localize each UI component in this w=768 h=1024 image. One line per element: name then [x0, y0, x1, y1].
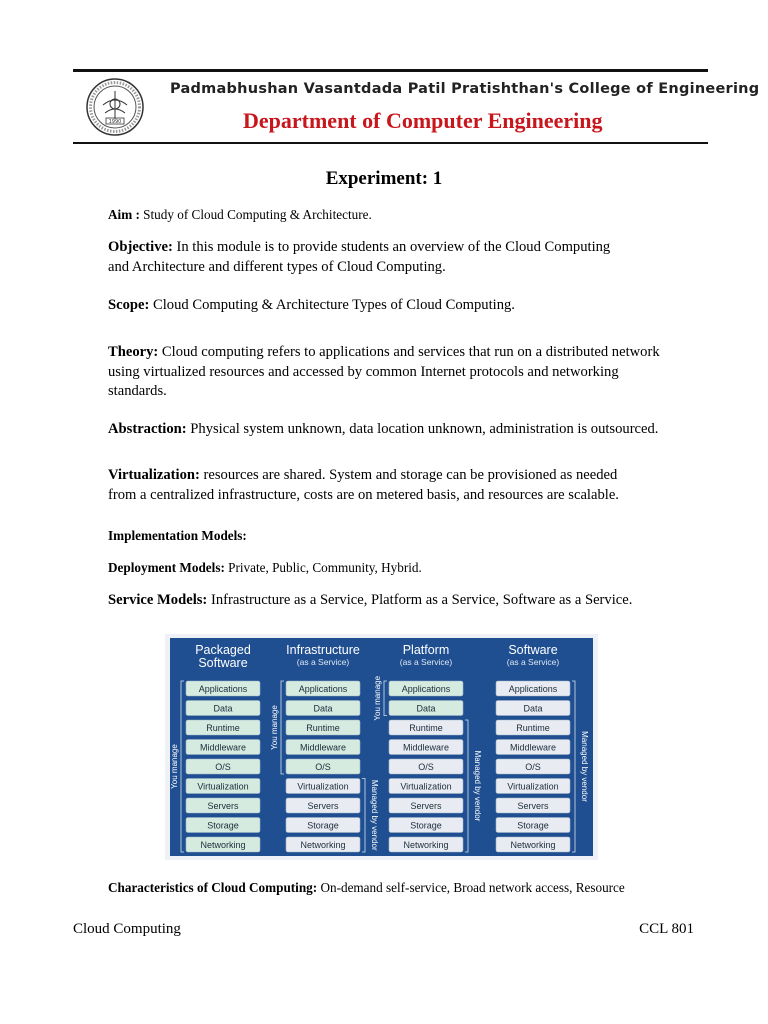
layer-label-1-4: Middleware: [199, 742, 247, 753]
objective-paragraph: [108, 238, 708, 277]
scope-paragraph: [108, 296, 708, 316]
layer-label-1-1: Applications: [198, 684, 248, 694]
layer-label-1-5: O/S: [215, 762, 231, 772]
aim-paragraph: [108, 205, 708, 225]
layer-label-3-6: Virtualization: [400, 781, 452, 792]
virtualization-line-1: resources are shared. System and storage can be provisioned as needed: [203, 467, 618, 483]
column-title-4: Software: [508, 643, 558, 657]
layer-label-3-9: Networking: [403, 840, 449, 850]
layer-label-4-9: Networking: [510, 840, 556, 850]
layer-label-2-5: O/S: [315, 762, 331, 772]
column-subtitle-4: (as a Service): [506, 657, 560, 667]
abstraction-text: Physical system unknown, data location unknown, administration is outsourced.: [190, 421, 659, 437]
column-subtitle-2: (as a Service): [296, 657, 350, 667]
layer-label-4-8: Storage: [517, 820, 549, 831]
aim-label: Aim :: [108, 207, 140, 222]
deployment-text: Private, Public, Community, Hybrid.: [228, 560, 422, 575]
virtualization-line-2: from a centralized infrastructure, costs are on metered basis, and resources are scalable.: [108, 486, 619, 503]
scope-text: Cloud Computing & Architecture Types of Cloud Computing.: [153, 297, 515, 313]
layer-label-3-3: Runtime: [409, 723, 443, 733]
layer-label-3-7: Servers: [410, 801, 442, 811]
virtualization-paragraph: [108, 466, 718, 505]
layer-label-4-6: Virtualization: [507, 781, 559, 792]
column-title-1: Packaged: [195, 643, 251, 657]
column-subtitle-3: (as a Service): [399, 657, 453, 667]
logo-year: 1990: [108, 119, 122, 125]
deployment-paragraph: [108, 558, 708, 578]
objective-line-1: In this module is to provide students an overview of the Cloud Computing: [176, 239, 611, 255]
abstraction-paragraph: [108, 420, 718, 440]
footer-course-name: Cloud Computing: [73, 921, 181, 937]
objective-line-2: and Architecture and different types of Cloud Computing.: [108, 258, 446, 275]
theory-line-1: Cloud computing refers to applications and services that run on a distributed network: [161, 344, 660, 360]
layer-label-2-9: Networking: [300, 840, 346, 850]
department-name: Department of Computer Engineering: [243, 108, 603, 133]
layer-label-3-4: Middleware: [402, 742, 450, 753]
layer-label-2-6: Virtualization: [297, 781, 349, 792]
theory-paragraph: [108, 343, 718, 402]
column-title-1-line-2: Software: [198, 656, 248, 670]
service-label: Service Models:: [108, 592, 208, 608]
objective-label: Objective:: [108, 239, 173, 255]
vendor-label-2: Managed by vendor: [370, 779, 379, 851]
you-manage-label-2: You manage: [270, 705, 279, 750]
college-name: Padmabhushan Vasantdada Patil Pratishthan's College of Engineering: [170, 81, 760, 97]
layer-label-1-3: Runtime: [206, 723, 240, 733]
layer-label-1-2: Data: [213, 703, 233, 714]
layer-label-4-4: Middleware: [509, 742, 557, 753]
layer-label-3-1: Applications: [401, 684, 451, 694]
layer-label-1-9: Networking: [200, 840, 246, 850]
theory-line-2: using virtualized resources and accessed by common Internet protocols and networking: [108, 363, 619, 380]
you-manage-label-1: You manage: [170, 744, 179, 789]
layer-label-2-1: Applications: [298, 684, 348, 694]
layer-label-1-7: Servers: [207, 801, 239, 811]
college-emblem-icon: [78, 77, 152, 137]
theory-label: Theory:: [108, 344, 159, 360]
theory-line-3: standards.: [108, 383, 167, 399]
layer-label-2-3: Runtime: [306, 723, 340, 733]
layer-label-4-7: Servers: [517, 801, 549, 811]
you-manage-label-3: You manage: [373, 675, 382, 721]
layer-label-3-8: Storage: [410, 820, 442, 831]
abstraction-label: Abstraction:: [108, 421, 187, 437]
service-text: Infrastructure as a Service, Platform as a Service, Software as a Service.: [210, 592, 633, 608]
header-bottom-rule: [73, 142, 708, 144]
layer-label-1-8: Storage: [207, 820, 239, 831]
characteristics-label: Characteristics of Cloud Computing:: [108, 880, 318, 895]
experiment-title: Experiment: 1: [325, 168, 443, 189]
scope-label: Scope:: [108, 297, 150, 313]
layer-label-3-2: Data: [416, 703, 436, 714]
layer-label-3-5: O/S: [418, 762, 434, 772]
column-title-2: Infrastructure: [286, 643, 360, 657]
footer-course-code: CCL 801: [639, 921, 694, 937]
layer-label-4-3: Runtime: [516, 723, 550, 733]
characteristics-text: On-demand self-service, Broad network access, Resource: [320, 880, 625, 895]
service-models-diagram: [165, 634, 598, 860]
layer-label-4-5: O/S: [525, 762, 541, 772]
layer-label-2-4: Middleware: [299, 742, 347, 753]
header-top-rule: [73, 69, 708, 72]
implementation-heading: [108, 526, 708, 546]
service-paragraph: [108, 591, 708, 611]
layer-label-2-7: Servers: [307, 801, 339, 811]
service-models-figure: [170, 638, 593, 856]
characteristics-paragraph: [108, 878, 728, 898]
column-title-3: Platform: [402, 643, 450, 657]
layer-label-4-2: Data: [523, 703, 543, 714]
vendor-label-3: Managed by vendor: [473, 750, 482, 822]
implementation-label: Implementation Models:: [108, 528, 247, 543]
deployment-label: Deployment Models:: [108, 560, 225, 575]
vendor-label-4: Managed by vendor: [580, 731, 589, 802]
aim-text: Study of Cloud Computing & Architecture.: [143, 207, 372, 222]
layer-label-2-8: Storage: [307, 820, 339, 831]
layer-label-1-6: Virtualization: [197, 781, 249, 792]
layer-label-2-2: Data: [313, 703, 333, 714]
layer-label-4-1: Applications: [508, 684, 558, 694]
virtualization-label: Virtualization:: [108, 467, 200, 483]
